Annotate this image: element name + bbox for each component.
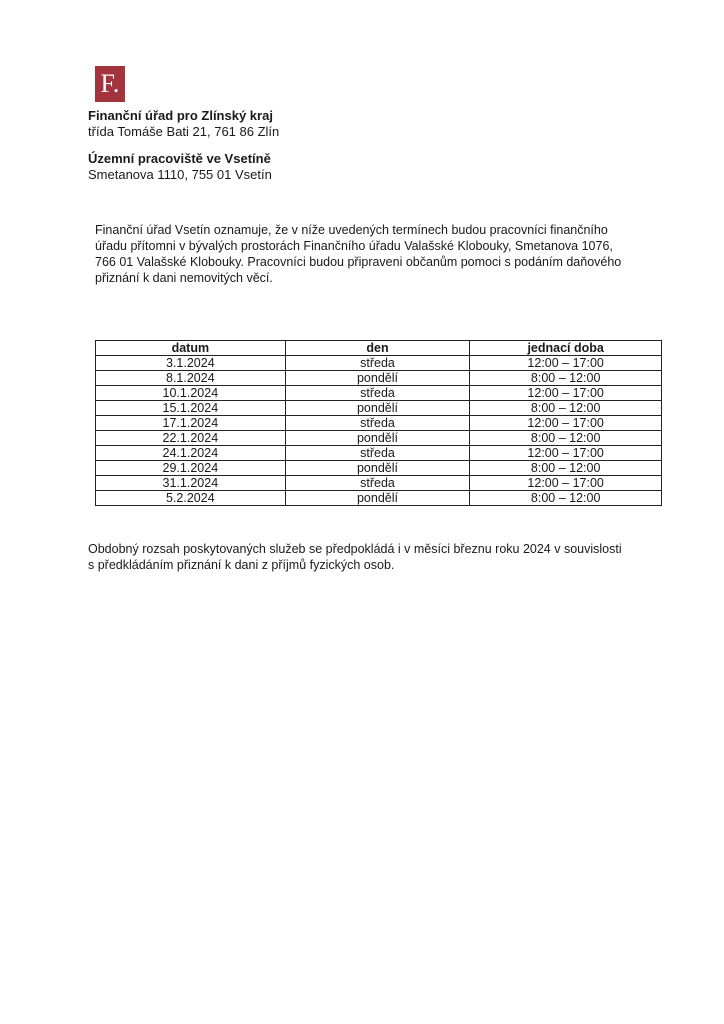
table-row [96, 431, 662, 446]
cell-date: 24.1.2024 [96, 446, 286, 461]
cell-day: středa [285, 476, 470, 491]
intro-line-3: 766 01 Valašské Klobouky. Pracovníci budou připraveni občanům pomoci s podáním daňového [95, 255, 622, 269]
header-datum: datum [96, 341, 286, 356]
cell-hours: 12:00 – 17:00 [470, 446, 662, 461]
closing-line-2: s předkládáním přiznání k dani z příjmů fyzických osob. [88, 558, 395, 572]
cell-date: 15.1.2024 [96, 401, 286, 416]
cell-day: pondělí [285, 401, 470, 416]
closing-line-1: Obdobný rozsah poskytovaných služeb se předpokládá i v měsíci březnu roku 2024 v souvislosti [88, 542, 622, 556]
table-row [96, 461, 662, 476]
cell-hours: 8:00 – 12:00 [470, 461, 662, 476]
office-name: Finanční úřad pro Zlínský kraj [88, 108, 273, 123]
header-jednaci-doba: jednací doba [470, 341, 662, 356]
cell-date: 17.1.2024 [96, 416, 286, 431]
cell-hours: 12:00 – 17:00 [470, 386, 662, 401]
cell-hours: 8:00 – 12:00 [470, 401, 662, 416]
cell-date: 29.1.2024 [96, 461, 286, 476]
table-row [96, 491, 662, 506]
workplace-address: Smetanova 1110, 755 01 Vsetín [88, 167, 272, 182]
table-row [96, 371, 662, 386]
cell-day: pondělí [285, 461, 470, 476]
intro-line-2: úřadu přítomni v bývalých prostorách Finančního úřadu Valašské Klobouky, Smetanova 1076, [95, 239, 613, 253]
office-address: třída Tomáše Bati 21, 761 86 Zlín [88, 124, 280, 139]
cell-date: 31.1.2024 [96, 476, 286, 491]
header-den: den [285, 341, 470, 356]
office-logo [95, 66, 125, 102]
intro-line-4: přiznání k dani nemovitých věcí. [95, 271, 273, 285]
cell-date: 22.1.2024 [96, 431, 286, 446]
cell-hours: 12:00 – 17:00 [470, 416, 662, 431]
table-row [96, 386, 662, 401]
table-row [96, 401, 662, 416]
cell-date: 10.1.2024 [96, 386, 286, 401]
cell-date: 3.1.2024 [96, 356, 286, 371]
intro-paragraph [95, 222, 621, 286]
table-row [96, 476, 662, 491]
schedule-table [95, 340, 662, 506]
workplace-name: Územní pracoviště ve Vsetíně [88, 151, 271, 166]
cell-date: 5.2.2024 [96, 491, 286, 506]
cell-day: pondělí [285, 431, 470, 446]
cell-day: středa [285, 356, 470, 371]
cell-hours: 12:00 – 17:00 [470, 476, 662, 491]
cell-day: středa [285, 386, 470, 401]
cell-hours: 8:00 – 12:00 [470, 371, 662, 386]
table-header-row [96, 341, 662, 356]
cell-day: pondělí [285, 491, 470, 506]
cell-day: středa [285, 446, 470, 461]
cell-day: pondělí [285, 371, 470, 386]
cell-hours: 12:00 – 17:00 [470, 356, 662, 371]
intro-line-1: Finanční úřad Vsetín oznamuje, že v níže uvedených termínech budou pracovníci finančního [95, 223, 608, 237]
table-row [96, 416, 662, 431]
table-row [96, 356, 662, 371]
table-row [96, 446, 662, 461]
cell-date: 8.1.2024 [96, 371, 286, 386]
cell-hours: 8:00 – 12:00 [470, 431, 662, 446]
closing-paragraph [88, 541, 622, 573]
logo-letter: F. [100, 69, 120, 98]
cell-hours: 8:00 – 12:00 [470, 491, 662, 506]
cell-day: středa [285, 416, 470, 431]
